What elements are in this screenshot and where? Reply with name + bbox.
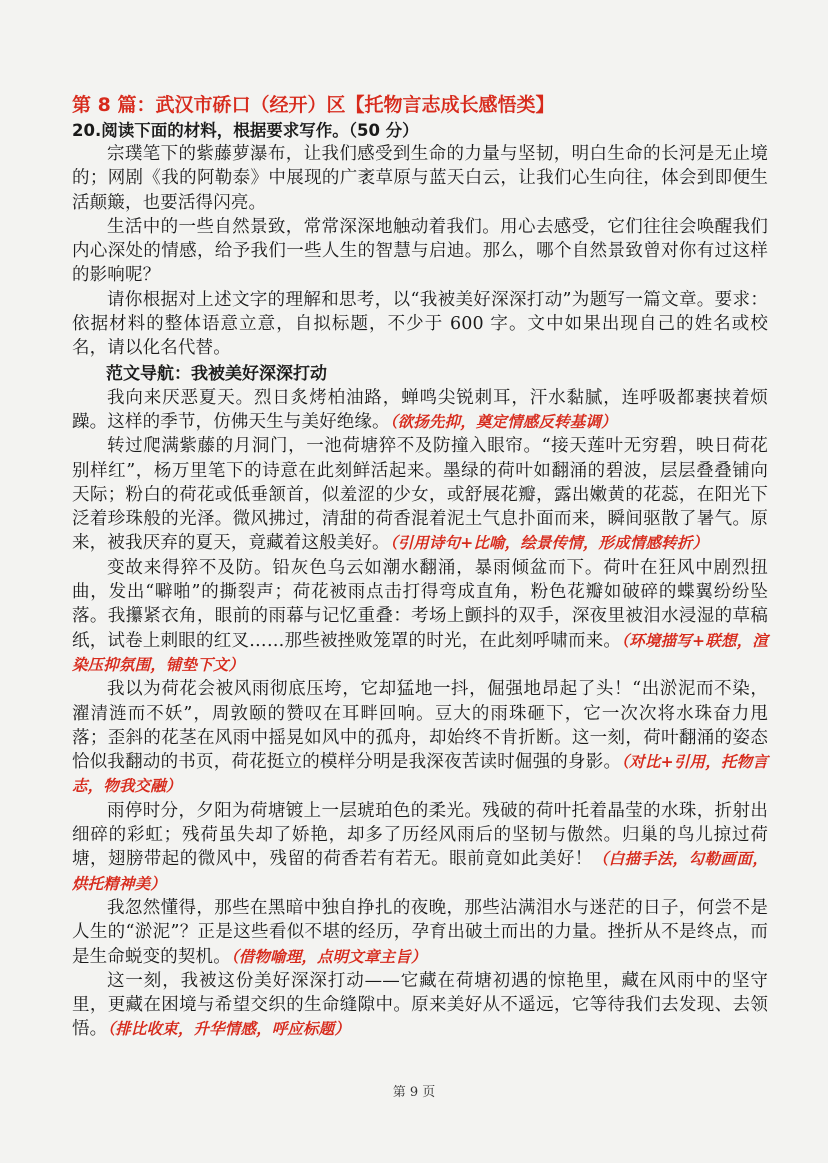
material-paragraph: 请你根据对上述文字的理解和思考，以“我被美好深深打动”为题写一篇文章。要求：依据材料的整体语意立意，自拟标题，不少于 600 字。文中如果出现自己的姓名或校名，请以化名代替。 — [72, 289, 768, 359]
material-paragraph: 生活中的一些自然景致，常常深深地触动着我们。用心去感受，它们往往会唤醒我们内心深处的情感，给予我们一些人生的智慧与启迪。那么，哪个自然景致曾对你有过这样的影响呢？ — [72, 216, 768, 286]
annotation-note: （对比+引用，托物言志，物我交融） — [72, 752, 768, 796]
section-title: 第 8 篇：武汉市硚口（经开）区【托物言志成长感悟类】 — [72, 94, 555, 116]
sample-essay-heading: 范文导航：我被美好深深打动 — [106, 363, 327, 384]
essay-paragraph — [72, 556, 768, 677]
annotation-note: （环境描写+联想，渲染压抑氛围，铺垫下文） — [72, 630, 768, 674]
annotation-note: （白描手法，勾勒画面，烘托精神美） — [72, 849, 768, 893]
annotation-note: （欲扬先抑，奠定情感反转基调） — [389, 411, 617, 431]
essay-text: 我以为荷花会被风雨彻底压垮，它却猛地一抖，倔强地昂起了头！“出淤泥而不染，濯清涟而不妖”，周敦颐的赞叹在耳畔回响。豆大的雨珠砸下，它一次次将水珠奋力甩落；歪斜的花茎在风雨中摇晃如风中的孤舟，却始终不肯折断。这一刻，荷叶翻涌的姿态恰似我翻动的书页，荷花挺立的模样分明是我深夜苦读时倔强的身影。 — [72, 679, 768, 773]
essay-paragraph — [72, 969, 768, 1042]
essay-paragraph — [72, 896, 768, 969]
question-prompt: 20.阅读下面的材料，根据要求写作。（50 分） — [72, 121, 419, 140]
essay-text: 雨停时分，夕阳为荷塘镀上一层琥珀色的柔光。残破的荷叶托着晶莹的水珠，折射出细碎的彩虹；残荷虽失却了娇艳，却多了历经风雨后的坚韧与傲然。归巢的鸟儿掠过荷塘，翅膀带起的微风中，残留的荷香若有若无。眼前竟如此美好！ — [72, 800, 768, 870]
essay-text: 转过爬满紫藤的月洞门，一池荷塘猝不及防撞入眼帘。“接天莲叶无穷碧，映日荷花别样红”，杨万里笔下的诗意在此刻鲜活起来。墨绿的荷叶如翻涌的碧波，层层叠叠铺向天际；粉白的荷花或低垂颔首，似羞涩的少女，或舒展花瓣，露出嫩黄的花蕊，在阳光下泛着珍珠般的光泽。微风拂过，清甜的荷香混着泥土气息扑面而来，瞬间驱散了暑气。原来，被我厌弃的夏天，竟藏着这般美好。 — [72, 436, 768, 554]
essay-text: 我忽然懂得，那些在黑暗中独自挣扎的夜晚，那些沾满泪水与迷茫的日子，何尝不是人生的“淤泥”？正是这些看似不堪的经历，孕育出破土而出的力量。挫折从不是终点，而是生命蜕变的契机。 — [72, 897, 768, 967]
document-page — [72, 92, 768, 1042]
annotation-note: （排比收束，升华情感，呼应标题） — [107, 1019, 350, 1039]
material-paragraph: 宗璞笔下的紫藤萝瀑布，让我们感受到生命的力量与坚韧，明白生命的长河是无止境的；网剧《我的阿勒泰》中展现的广袤草原与蓝天白云，让我们心生向往，体会到即便生活颠簸，也要活得闪亮。 — [72, 144, 768, 213]
essay-paragraph — [72, 799, 768, 896]
essay-paragraph — [72, 386, 768, 435]
essay-paragraph — [72, 677, 768, 798]
annotation-note: （引用诗句+比喻，绘景传情，形成情感转折） — [389, 533, 709, 553]
annotation-note: （借物喻理，点明文章主旨） — [230, 946, 427, 966]
essay-text: 变故来得猝不及防。铅灰色乌云如潮水翻涌，暴雨倾盆而下。荷叶在狂风中剧烈扭曲，发出“噼啪”的撕裂声；荷花被雨点击打得弯成直角，粉色花瓣如破碎的蝶翼纷纷坠落。我攥紧衣角，眼前的雨幕与记忆重叠：考场上颤抖的双手，深夜里被泪水浸湿的草稿纸，试卷上刺眼的红叉……那些被挫败笼罩的时光，在此刻呼啸而来。 — [72, 557, 768, 651]
page-number: 第 9 页 — [392, 1085, 436, 1100]
essay-paragraph — [72, 434, 768, 555]
essay-text: 这一刻，我被这份美好深深打动——它藏在荷塘初遇的惊艳里，藏在风雨中的坚守里，更藏在困境与希望交织的生命缝隙中。原来美好从不遥远，它等待我们去发现、去领悟。 — [72, 970, 768, 1040]
essay-text: 我向来厌恶夏天。烈日炙烤柏油路，蝉鸣尖锐刺耳，汗水黏腻，连呼吸都裹挟着烦躁。这样的季节，仿佛天生与美好绝缘。 — [72, 387, 768, 432]
